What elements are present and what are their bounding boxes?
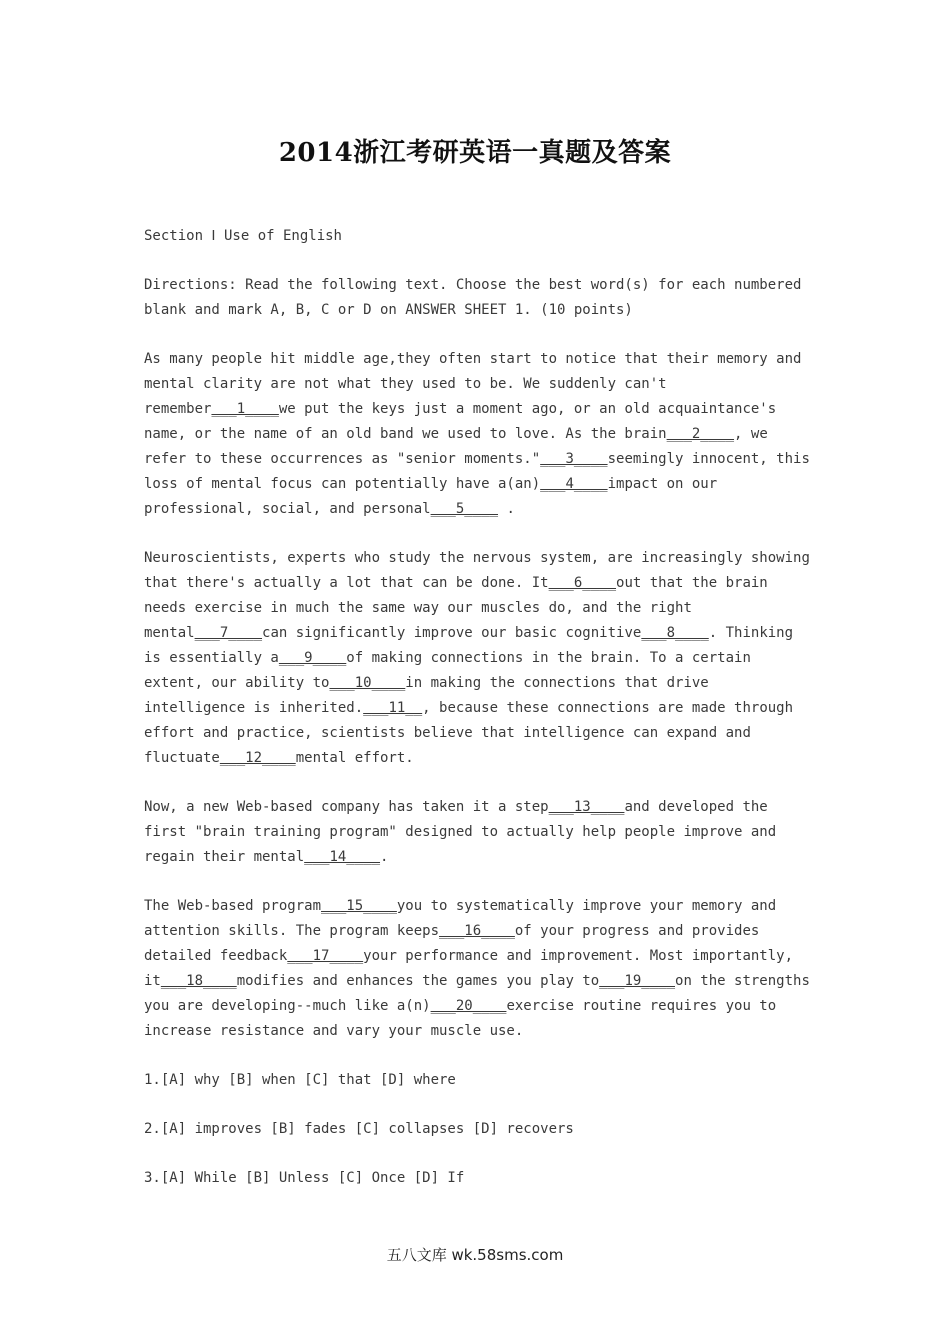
answer-blank: ___9____	[278, 650, 347, 666]
passage-text: you to systematically improve your memory and attention skills. The program keeps	[144, 898, 777, 939]
answer-options	[144, 1068, 812, 1191]
passage-text: exercise routine requires you to increase resistance and vary your muscle use.	[144, 998, 777, 1039]
answer-blank: ___20____	[430, 998, 507, 1014]
answer-blank: ___1____	[211, 401, 279, 417]
passage-paragraph	[144, 347, 812, 522]
answer-blank: ___8____	[641, 625, 709, 641]
answer-blank: ___6____	[548, 575, 617, 591]
passage-text: in making the connections that drive intelligence is inherited.	[144, 675, 709, 716]
answer-blank: ___16____	[439, 923, 515, 939]
directions: Directions: Read the following text. Choose the best word(s) for each numbered blank and mark A, B, C or D on ANSWER SHEET 1. (10 points)	[144, 277, 802, 318]
answer-blank: ___14____	[304, 849, 381, 865]
passage-text: seemingly innocent, this loss of mental focus can potentially have a(an)	[144, 451, 810, 492]
passage-paragraph	[144, 546, 812, 771]
page-title: 2014浙江考研英语一真题及答案	[278, 138, 672, 168]
footer-watermark: 五八文库 wk.58sms.com	[386, 1246, 564, 1264]
passage-text: Now, a new Web-based company has taken it a step	[144, 799, 549, 815]
answer-blank: ___5____	[430, 501, 499, 517]
passage-text: Neuroscientists, experts who study the nervous system, are increasingly showing that there's actually a lot that can be done. It	[144, 550, 810, 591]
answer-blank: ___7____	[194, 625, 263, 641]
passage-text: As many people hit middle age,they often start to notice that their memory and mental clarity are not what they used to be. We suddenly can't remember	[144, 351, 802, 417]
passage-text: mental effort.	[295, 750, 414, 766]
passage-text: . Thinking is essentially a	[144, 625, 794, 666]
answer-blank: ___19____	[599, 973, 676, 989]
passage-text: your performance and improvement. Most importantly, it	[144, 948, 794, 989]
passage-text: , we refer to these occurrences as "senior moments."	[144, 426, 768, 467]
answer-blank: ___18____	[160, 973, 237, 989]
passage-text: .	[498, 501, 515, 517]
passage-text: out that the brain needs exercise in much the same way our muscles do, and the right mental	[144, 575, 768, 641]
passage-text: modifies and enhances the games you play to	[236, 973, 600, 989]
passage	[144, 347, 812, 1044]
passage-text: of making connections in the brain. To a certain extent, our ability to	[144, 650, 751, 691]
passage-paragraph	[144, 894, 812, 1044]
passage-text: impact on our professional, social, and personal	[144, 476, 718, 517]
passage-text: we put the keys just a moment ago, or an old acquaintance's name, or the name of an old band we used to love. As the brain	[144, 401, 777, 442]
passage-text: and developed the first "brain training program" designed to actually help people improve and regain their mental	[144, 799, 777, 865]
document-body	[144, 224, 812, 1215]
passage-text: can significantly improve our basic cognitive	[262, 625, 642, 641]
answer-blank: ___11__	[363, 700, 423, 716]
section-heading: Section Ⅰ Use of English	[144, 228, 342, 244]
answer-blank: ___4____	[540, 476, 608, 492]
question-options: 1.[A] why [B] when [C] that [D] where	[144, 1072, 456, 1088]
answer-blank: ___2____	[666, 426, 735, 442]
answer-blank: ___12____	[219, 750, 296, 766]
passage-text: of your progress and provides detailed feedback	[144, 923, 760, 964]
answer-blank: ___15____	[321, 898, 397, 914]
answer-blank: ___3____	[540, 451, 608, 467]
passage-paragraph	[144, 795, 812, 870]
answer-blank: ___17____	[287, 948, 364, 964]
question-options: 3.[A] While [B] Unless [C] Once [D] If	[144, 1170, 465, 1186]
passage-text: .	[380, 849, 389, 865]
question-options: 2.[A] improves [B] fades [C] collapses [D] recovers	[144, 1121, 574, 1137]
passage-text: The Web-based program	[144, 898, 322, 914]
passage-text: , because these connections are made through effort and practice, scientists believe that intelligence can expand and fluctuate	[144, 700, 794, 766]
answer-blank: ___13____	[548, 799, 625, 815]
answer-blank: ___10____	[329, 675, 406, 691]
passage-text: on the strengths you are developing--much like a(n)	[144, 973, 810, 1014]
